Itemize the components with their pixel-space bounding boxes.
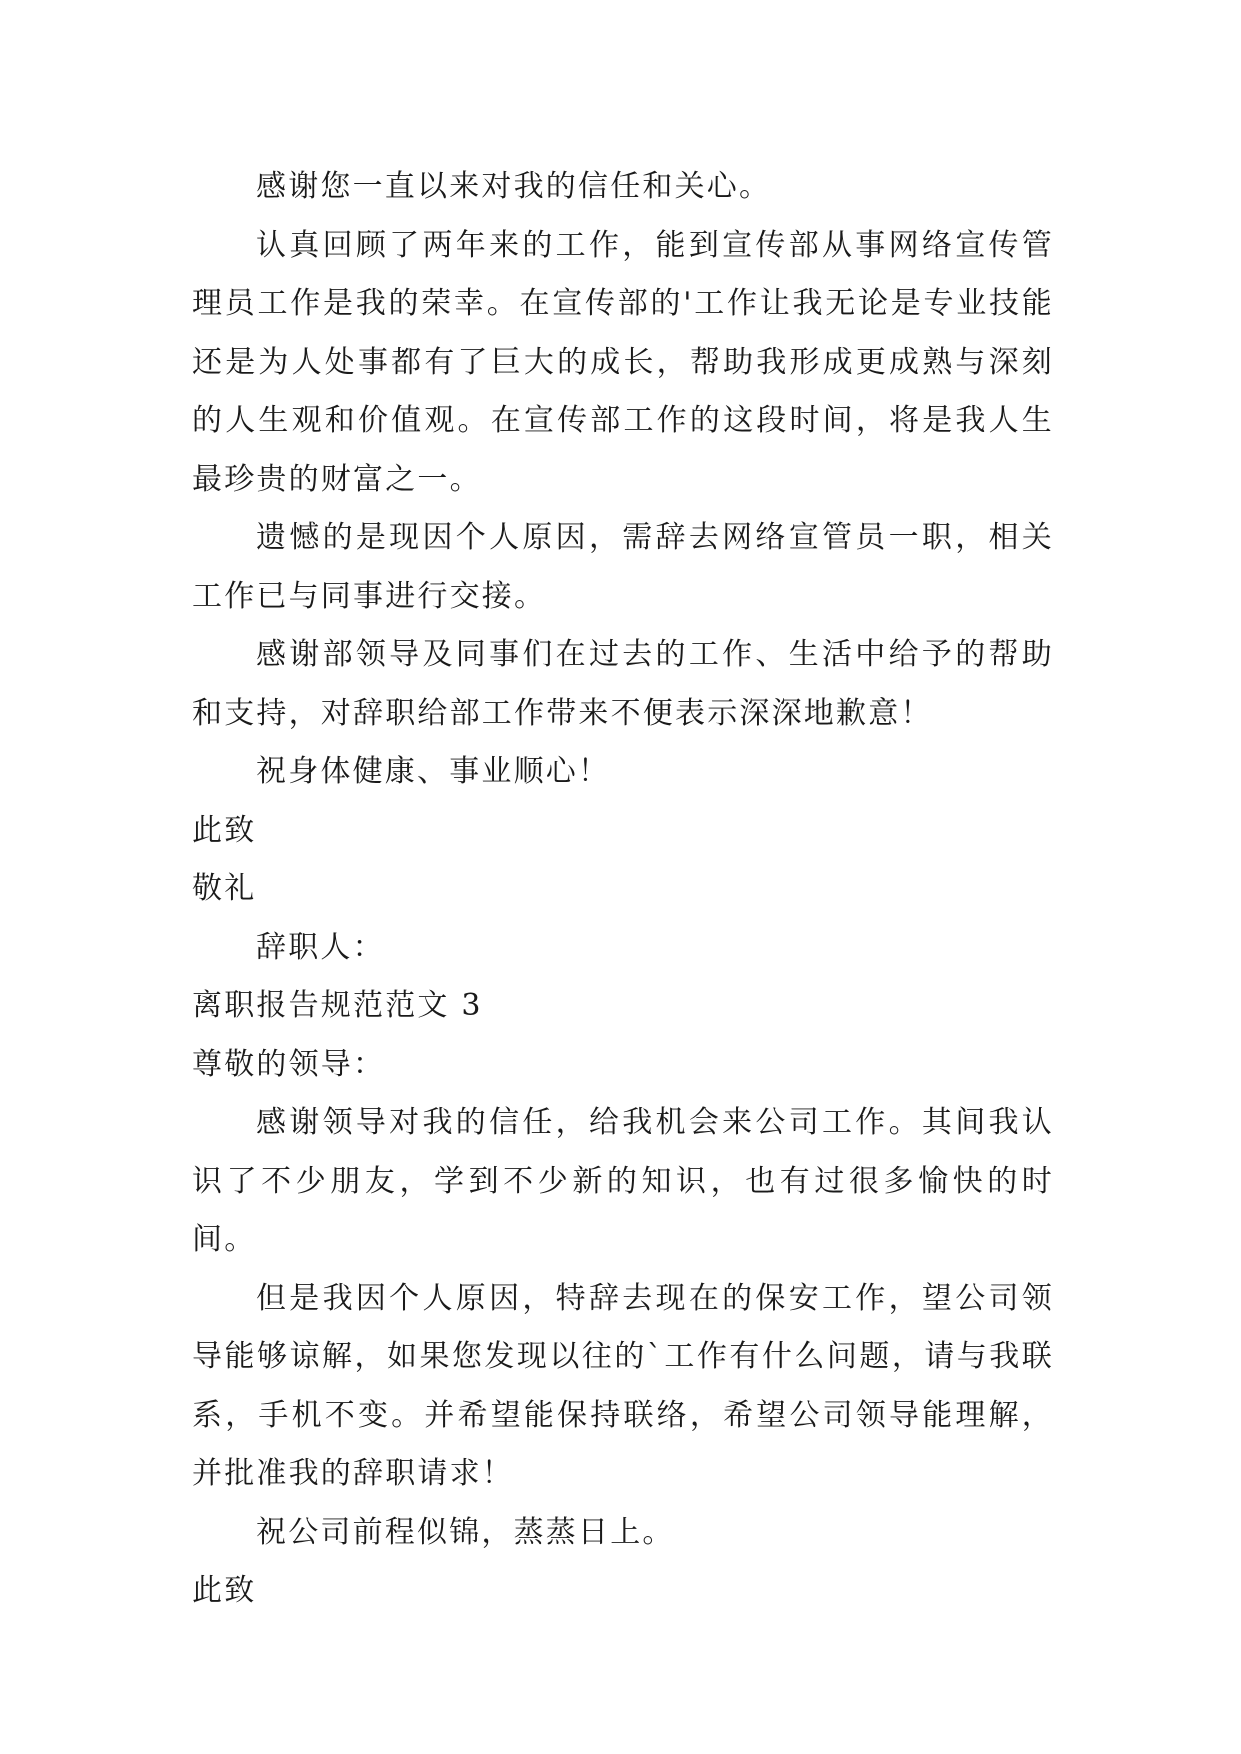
paragraph-wishes: 祝身体健康、事业顺心！ — [256, 754, 611, 789]
paragraph-thanks-colleagues: 感谢部领导及同事们在过去的工作、生活中给予的帮助和支持，对辞职给部工作带来不便表示深深地歉意！ — [192, 637, 1054, 731]
document-page — [192, 158, 1054, 1621]
section-heading: 离职报告规范范文 3 — [192, 988, 483, 1023]
paragraph-thanks-leader: 感谢领导对我的信任，给我机会来公司工作。其间我认识了不少朋友，学到不少新的知识，也有过很多愉快的时间。 — [192, 1105, 1054, 1257]
paragraph-company-wishes: 祝公司前程似锦，蒸蒸日上。 — [256, 1514, 675, 1550]
paragraph-work-review: 认真回顾了两年来的工作，能到宣传部从事网络宣传管理员工作是我的荣幸。在宣传部的'工作让我无论是专业技能还是为人处事都有了巨大的成长，帮助我形成更成熟与深刻的人生观和价值观。在宣传部工作的这段时间，将是我人生最珍贵的财富之一。 — [192, 227, 1054, 497]
paragraph-thanks-trust: 感谢您一直以来对我的信任和关心。 — [256, 169, 772, 204]
closing-cizhi-2: 此致 — [192, 1573, 257, 1608]
paragraph-security-resignation: 但是我因个人原因，特辞去现在的保安工作，望公司领导能够谅解，如果您发现以往的`工作有什么问题，请与我联系，手机不变。并希望能保持联络，希望公司领导能理解，并批准我的辞职请求！ — [192, 1280, 1054, 1491]
salutation: 尊敬的领导： — [192, 1046, 386, 1082]
paragraph-resignation-reason: 遗憾的是现因个人原因，需辞去网络宣管员一职，相关工作已与同事进行交接。 — [192, 520, 1054, 614]
signature-line: 辞职人： — [256, 929, 385, 965]
closing-cizhi: 此致 — [192, 812, 257, 848]
closing-jingli: 敬礼 — [192, 871, 257, 906]
